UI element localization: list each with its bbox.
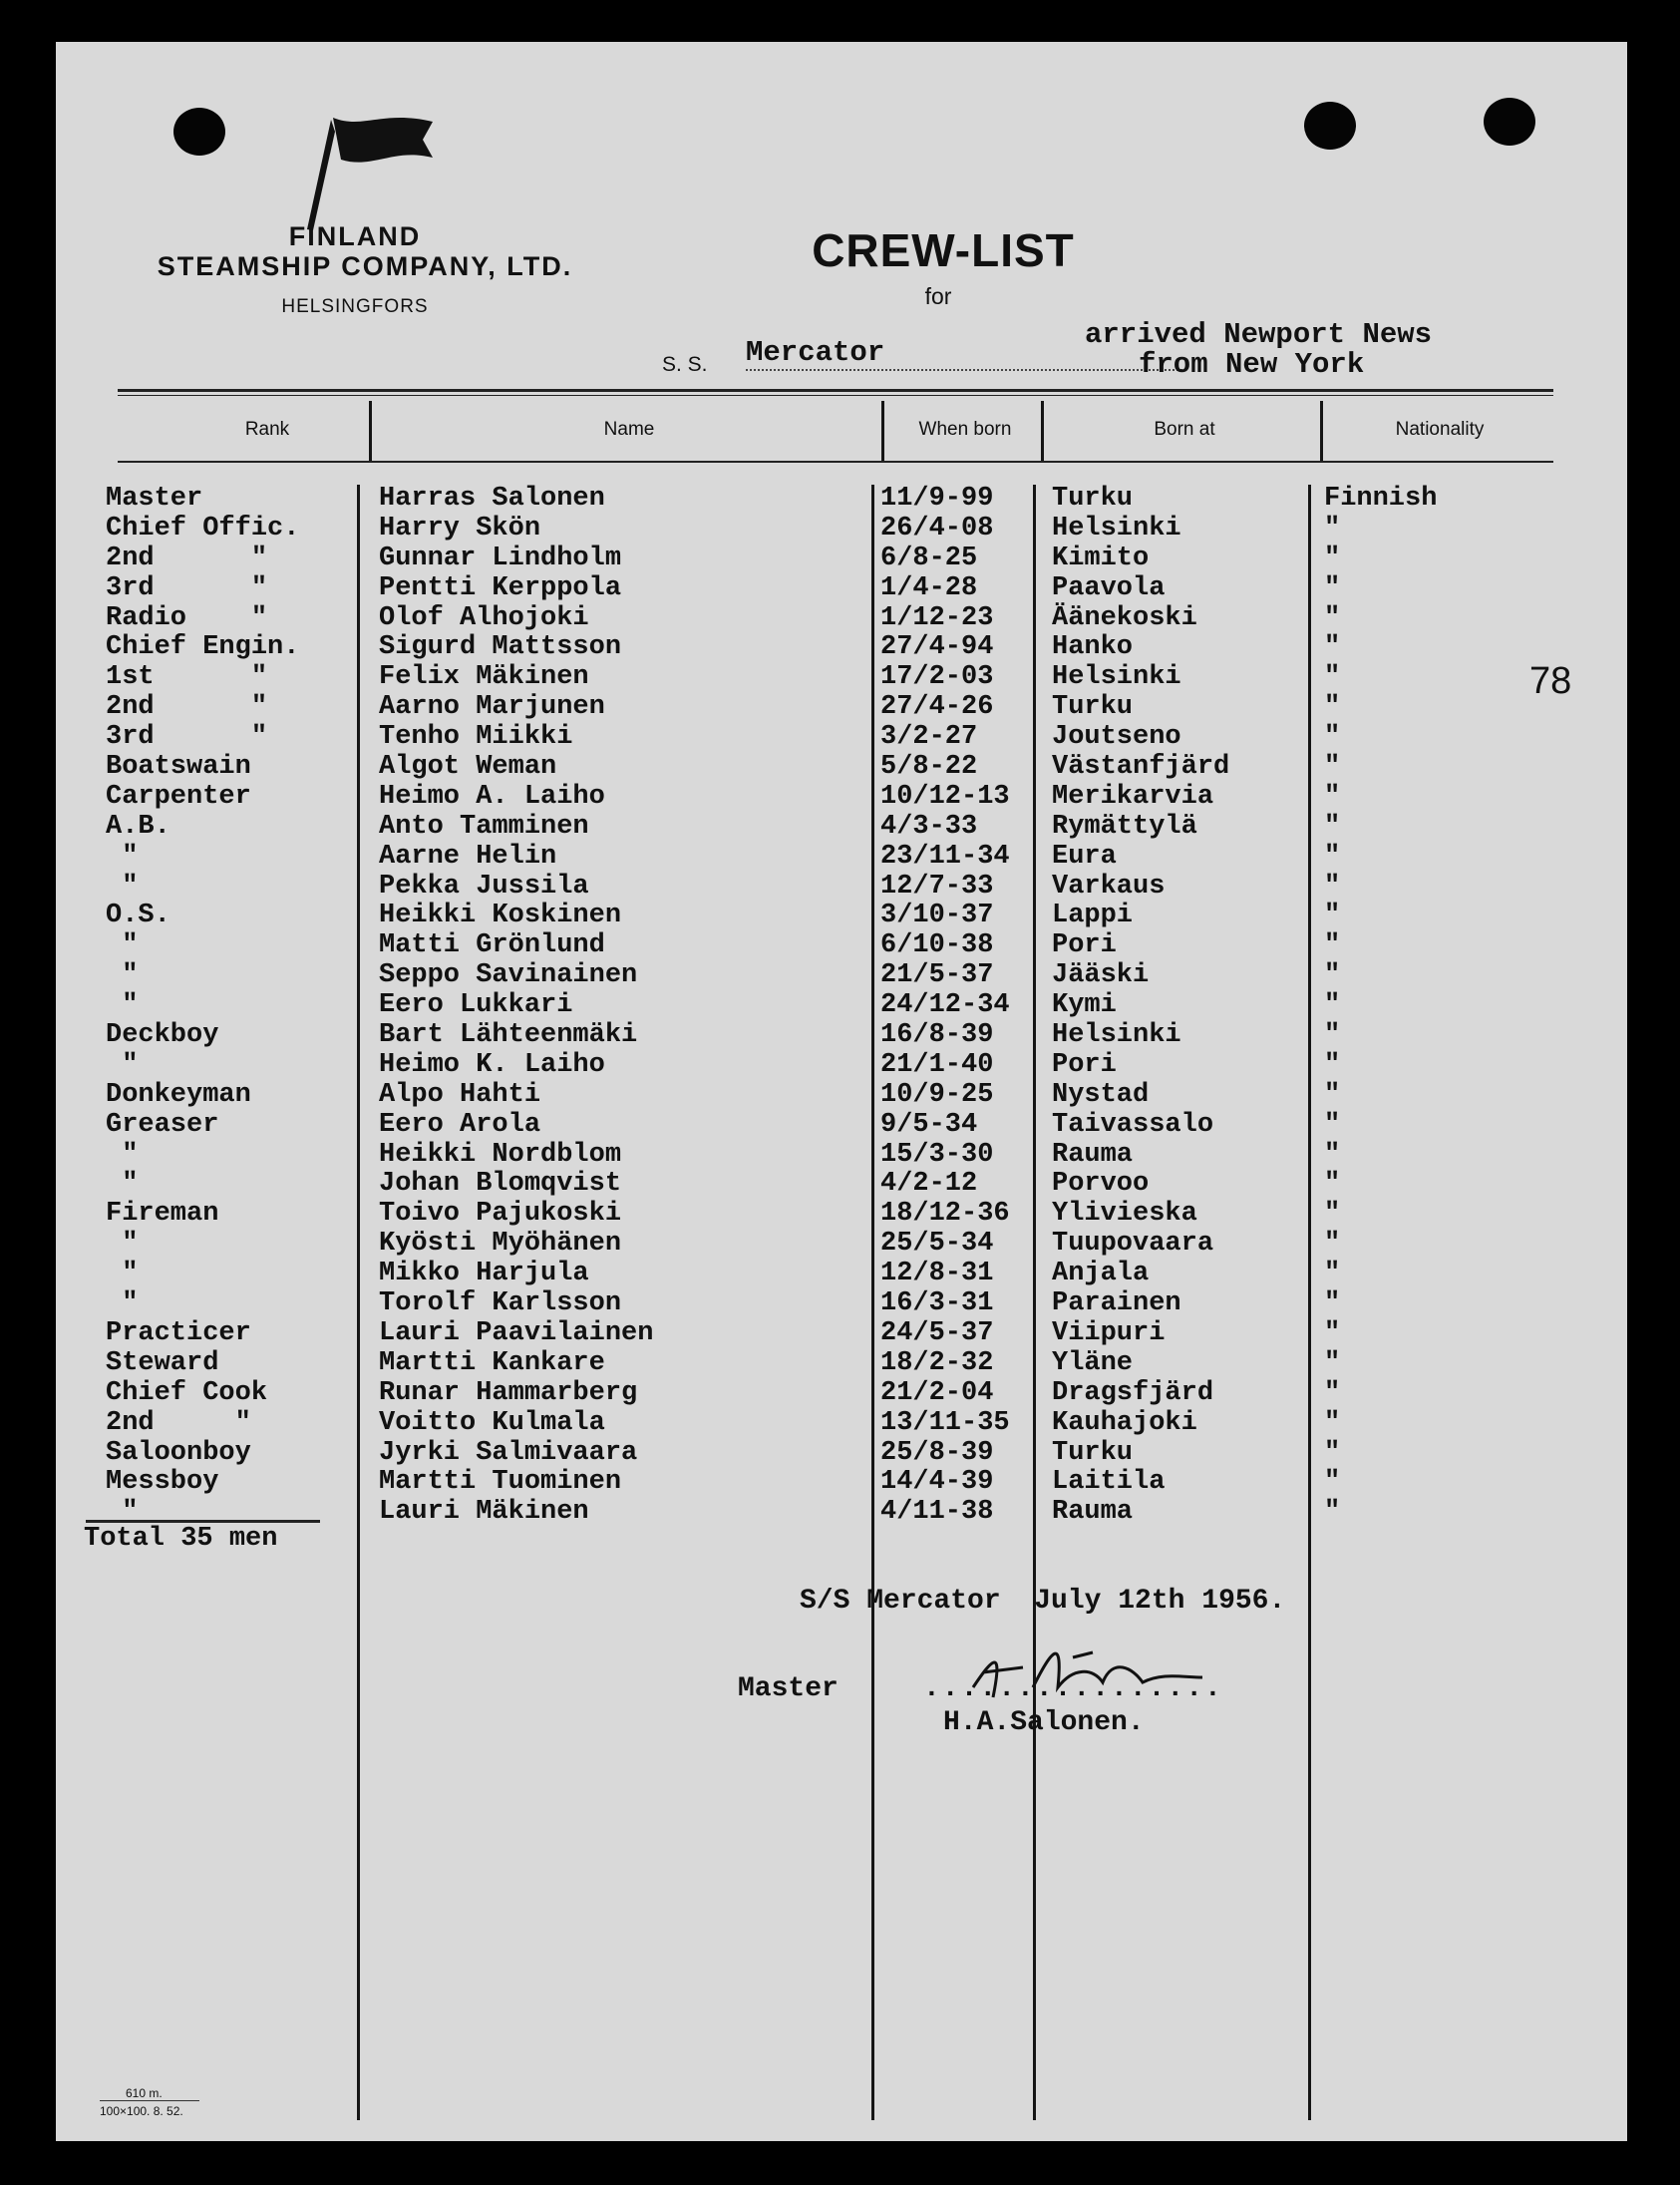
crew-birthplace: Kimito: [1052, 543, 1150, 573]
place-date: S/S Mercator July 12th 1956.: [800, 1586, 1286, 1617]
crew-nationality: ": [1324, 781, 1341, 812]
crew-birthplace: Turku: [1052, 484, 1134, 514]
crew-birth-date: 21/1-40: [880, 1049, 994, 1080]
header-divider: [369, 401, 372, 461]
crew-rank: ": [106, 990, 139, 1021]
crew-rank: ": [106, 960, 139, 991]
crew-birth-date: 25/5-34: [880, 1229, 994, 1260]
crew-row: [56, 723, 1627, 753]
crew-nationality: ": [1324, 722, 1341, 753]
crew-birthplace: Västanfjärd: [1052, 752, 1230, 783]
crew-birth-date: 1/12-23: [880, 602, 994, 633]
crew-birth-date: 16/8-39: [880, 1020, 994, 1051]
crew-rank: ": [106, 1288, 139, 1319]
punch-hole: [1304, 102, 1356, 150]
crew-rank: Boatswain: [106, 752, 251, 783]
crew-row: [56, 1051, 1627, 1081]
crew-nationality: ": [1324, 1497, 1341, 1528]
ship-name-dotted-line: [746, 369, 1182, 371]
crew-name: Eero Arola: [379, 1109, 541, 1140]
crew-row: [56, 1141, 1627, 1171]
crew-birth-date: 24/5-37: [880, 1317, 994, 1348]
crew-birth-date: 23/11-34: [880, 841, 1010, 872]
crew-row: [56, 991, 1627, 1021]
crew-birthplace: Yläne: [1052, 1347, 1134, 1378]
crew-rank: 3rd ": [106, 572, 268, 603]
crew-birthplace: Ylivieska: [1052, 1199, 1197, 1230]
crew-nationality: ": [1324, 752, 1341, 783]
crew-rank: ": [106, 930, 139, 961]
crew-name: Harras Salonen: [379, 484, 605, 514]
crew-birthplace: Eura: [1052, 841, 1117, 872]
header-divider: [1320, 401, 1323, 461]
crew-rank: 3rd ": [106, 722, 268, 753]
crew-name: Pentti Kerppola: [379, 572, 622, 603]
crew-name: Tenho Miikki: [379, 722, 573, 753]
voyage-arrived: arrived Newport News: [1085, 318, 1433, 351]
crew-row: [56, 1200, 1627, 1230]
crew-nationality: ": [1324, 1169, 1341, 1200]
crew-birthplace: Paavola: [1052, 572, 1166, 603]
crew-birth-date: 16/3-31: [880, 1288, 994, 1319]
crew-birthplace: Helsinki: [1052, 513, 1181, 544]
crew-name: Sigurd Mattsson: [379, 632, 622, 663]
crew-row: [56, 1319, 1627, 1349]
crew-nationality: ": [1324, 602, 1341, 633]
crew-birthplace: Rauma: [1052, 1497, 1134, 1528]
crew-total: Total 35 men: [84, 1524, 278, 1554]
crew-name: Voitto Kulmala: [379, 1407, 605, 1438]
crew-birthplace: Joutseno: [1052, 722, 1181, 753]
crew-rank: ": [106, 1259, 139, 1289]
crew-birthplace: Pori: [1052, 1049, 1117, 1080]
crew-birth-date: 1/4-28: [880, 572, 978, 603]
crew-nationality: ": [1324, 513, 1341, 544]
crew-name: Heikki Nordblom: [379, 1139, 622, 1170]
crew-row: [56, 663, 1627, 693]
crew-name: Toivo Pajukoski: [379, 1199, 622, 1230]
crew-row: [56, 813, 1627, 843]
crew-rank: A.B.: [106, 811, 170, 842]
company-name-line2: STEAMSHIP COMPANY, LTD.: [157, 251, 573, 281]
crew-nationality: ": [1324, 662, 1341, 693]
crew-rank: Chief Cook: [106, 1377, 268, 1408]
crew-name: Gunnar Lindholm: [379, 543, 622, 573]
crew-birthplace: Varkaus: [1052, 871, 1166, 902]
crew-nationality: ": [1324, 1049, 1341, 1080]
document-title: CREW-LIST: [812, 224, 1075, 276]
crew-name: Aarne Helin: [379, 841, 557, 872]
header-rank: Rank: [244, 419, 290, 440]
crew-row: [56, 1170, 1627, 1200]
header-divider: [1041, 401, 1044, 461]
header-top-rule-thin: [118, 395, 1553, 396]
crew-birthplace: Rauma: [1052, 1139, 1134, 1170]
crew-row: [56, 633, 1627, 663]
punch-hole: [173, 108, 225, 156]
crew-birthplace: Äänekoski: [1052, 602, 1197, 633]
crew-name: Heikki Koskinen: [379, 901, 622, 931]
crew-birthplace: Helsinki: [1052, 662, 1181, 693]
crew-row: [56, 783, 1627, 813]
crew-row: [56, 515, 1627, 545]
crew-rank: Master: [106, 484, 203, 514]
ship-name: Mercator: [746, 336, 885, 369]
crew-birthplace: Kauhajoki: [1052, 1407, 1197, 1438]
crew-rank: Carpenter: [106, 781, 251, 812]
crew-row: [56, 1111, 1627, 1141]
crew-row: [56, 545, 1627, 574]
crew-nationality: ": [1324, 1229, 1341, 1260]
header-bottom-rule: [118, 461, 1553, 463]
crew-birthplace: Parainen: [1052, 1288, 1181, 1319]
crew-name: Johan Blomqvist: [379, 1169, 622, 1200]
crew-name: Martti Kankare: [379, 1347, 605, 1378]
crew-birth-date: 4/3-33: [880, 811, 978, 842]
crew-birthplace: Kymi: [1052, 990, 1117, 1021]
crew-row: [56, 485, 1627, 515]
crew-name: Martti Tuominen: [379, 1467, 622, 1498]
crew-row: [56, 1468, 1627, 1498]
crew-birthplace: Taivassalo: [1052, 1109, 1214, 1140]
crew-name: Heimo A. Laiho: [379, 781, 605, 812]
crew-nationality: ": [1324, 871, 1341, 902]
crew-birth-date: 15/3-30: [880, 1139, 994, 1170]
crew-name: Seppo Savinainen: [379, 960, 638, 991]
crew-row: [56, 693, 1627, 723]
crew-rank: Greaser: [106, 1109, 219, 1140]
crew-nationality: ": [1324, 1259, 1341, 1289]
crew-name: Runar Hammarberg: [379, 1377, 638, 1408]
header-top-rule: [118, 389, 1553, 392]
crew-birth-date: 21/5-37: [880, 960, 994, 991]
crew-birth-date: 27/4-94: [880, 632, 994, 663]
crew-rank: Deckboy: [106, 1020, 219, 1051]
crew-birthplace: Turku: [1052, 1437, 1134, 1468]
crew-row: [56, 574, 1627, 604]
crew-table: [56, 485, 1627, 1528]
crew-name: Lauri Paavilainen: [379, 1317, 654, 1348]
crew-nationality: Finnish: [1324, 484, 1438, 514]
crew-nationality: ": [1324, 960, 1341, 991]
crew-row: [56, 1379, 1627, 1409]
crew-birth-date: 21/2-04: [880, 1377, 994, 1408]
crew-name: Torolf Karlsson: [379, 1288, 622, 1319]
crew-name: Felix Mäkinen: [379, 662, 589, 693]
crew-birthplace: Viipuri: [1052, 1317, 1166, 1348]
crew-birthplace: Rymättylä: [1052, 811, 1197, 842]
crew-birth-date: 4/2-12: [880, 1169, 978, 1200]
page-number: 78: [1529, 660, 1572, 702]
crew-birth-date: 3/2-27: [880, 722, 978, 753]
crew-nationality: ": [1324, 1199, 1341, 1230]
signature-dotted-line: ................: [923, 1673, 1223, 1704]
crew-nationality: ": [1324, 1437, 1341, 1468]
crew-birth-date: 4/11-38: [880, 1497, 994, 1528]
crew-nationality: ": [1324, 1347, 1341, 1378]
crew-name: Mikko Harjula: [379, 1259, 589, 1289]
crew-rank: ": [106, 871, 139, 902]
crew-name: Lauri Mäkinen: [379, 1497, 589, 1528]
crew-nationality: ": [1324, 811, 1341, 842]
form-code-line2: 100×100. 8. 52.: [100, 2104, 183, 2118]
crew-nationality: ": [1324, 901, 1341, 931]
crew-rank: Chief Offic.: [106, 513, 300, 544]
crew-birthplace: Helsinki: [1052, 1020, 1181, 1051]
crew-birth-date: 3/10-37: [880, 901, 994, 931]
crew-nationality: ": [1324, 1407, 1341, 1438]
crew-row: [56, 1081, 1627, 1111]
crew-birth-date: 6/8-25: [880, 543, 978, 573]
crew-name: Matti Grönlund: [379, 930, 605, 961]
crew-name: Eero Lukkari: [379, 990, 573, 1021]
crew-nationality: ": [1324, 1288, 1341, 1319]
crew-name: Jyrki Salmivaara: [379, 1437, 638, 1468]
crew-row: [56, 1021, 1627, 1051]
crew-nationality: ": [1324, 1377, 1341, 1408]
header-when-born: When born: [918, 419, 1012, 440]
ship-prefix: S. S.: [662, 353, 708, 376]
crew-row: [56, 753, 1627, 783]
header-nationality: Nationality: [1395, 419, 1485, 440]
crew-rank: O.S.: [106, 901, 170, 931]
crew-rank: ": [106, 1139, 139, 1170]
crew-birthplace: Laitila: [1052, 1467, 1166, 1498]
crew-name: Harry Skön: [379, 513, 541, 544]
punch-hole: [1484, 98, 1535, 146]
crew-birthplace: Hanko: [1052, 632, 1134, 663]
crew-row: [56, 1409, 1627, 1439]
voyage-from: from New York: [1139, 348, 1365, 381]
crew-nationality: ": [1324, 1467, 1341, 1498]
crew-birth-date: 18/12-36: [880, 1199, 1010, 1230]
crew-nationality: ": [1324, 543, 1341, 573]
crew-nationality: ": [1324, 1317, 1341, 1348]
crew-rank: 2nd ": [106, 1407, 251, 1438]
form-code-line1: 610 m.: [126, 2086, 163, 2100]
crew-birthplace: Anjala: [1052, 1259, 1150, 1289]
crew-birth-date: 12/8-31: [880, 1259, 994, 1289]
crew-nationality: ": [1324, 1079, 1341, 1110]
crew-row: [56, 1349, 1627, 1379]
crew-rank: ": [106, 1229, 139, 1260]
crew-rank: ": [106, 841, 139, 872]
header-born-at: Born at: [1154, 419, 1215, 440]
crew-birthplace: Jääski: [1052, 960, 1150, 991]
crew-birth-date: 9/5-34: [880, 1109, 978, 1140]
crew-birth-date: 6/10-38: [880, 930, 994, 961]
crew-name: Kyösti Myöhänen: [379, 1229, 622, 1260]
crew-birth-date: 27/4-26: [880, 692, 994, 723]
crew-rank: Fireman: [106, 1199, 219, 1230]
crew-birth-date: 14/4-39: [880, 1467, 994, 1498]
crew-nationality: ": [1324, 990, 1341, 1021]
crew-birth-date: 18/2-32: [880, 1347, 994, 1378]
crew-rank: ": [106, 1049, 139, 1080]
crew-birth-date: 24/12-34: [880, 990, 1010, 1021]
crew-name: Bart Lähteenmäki: [379, 1020, 638, 1051]
crew-birth-date: 10/9-25: [880, 1079, 994, 1110]
crew-birthplace: Lappi: [1052, 901, 1134, 931]
crew-name: Olof Alhojoki: [379, 602, 589, 633]
crew-name: Algot Weman: [379, 752, 557, 783]
crew-nationality: ": [1324, 632, 1341, 663]
crew-name: Anto Tamminen: [379, 811, 589, 842]
crew-birth-date: 17/2-03: [880, 662, 994, 693]
crew-birth-date: 13/11-35: [880, 1407, 1010, 1438]
crew-rank: 2nd ": [106, 692, 268, 723]
crew-birth-date: 11/9-99: [880, 484, 994, 514]
crew-nationality: ": [1324, 841, 1341, 872]
crew-nationality: ": [1324, 930, 1341, 961]
crew-nationality: ": [1324, 572, 1341, 603]
crew-rank: 1st ": [106, 662, 268, 693]
crew-nationality: ": [1324, 1020, 1341, 1051]
crew-name: Heimo K. Laiho: [379, 1049, 605, 1080]
crew-birthplace: Turku: [1052, 692, 1134, 723]
crew-rank: Messboy: [106, 1467, 219, 1498]
crew-birth-date: 25/8-39: [880, 1437, 994, 1468]
crew-birthplace: Pori: [1052, 930, 1117, 961]
crew-rank: Practicer: [106, 1317, 251, 1348]
crew-rank: ": [106, 1497, 139, 1528]
crew-row: [56, 1439, 1627, 1469]
company-name-line1: FINLAND: [288, 221, 422, 251]
crew-row: [56, 604, 1627, 634]
crew-rank: Radio ": [106, 602, 268, 633]
crew-birthplace: Dragsfjärd: [1052, 1377, 1214, 1408]
crew-birthplace: Tuupovaara: [1052, 1229, 1214, 1260]
master-name: H.A.Salonen.: [943, 1707, 1145, 1738]
crew-row: [56, 1230, 1627, 1260]
crew-nationality: ": [1324, 1109, 1341, 1140]
company-city: HELSINGFORS: [281, 296, 429, 317]
crew-row: [56, 961, 1627, 991]
total-rule: [86, 1520, 320, 1523]
crew-birthplace: Porvoo: [1052, 1169, 1150, 1200]
header-name: Name: [603, 419, 655, 440]
crew-name: Alpo Hahti: [379, 1079, 541, 1110]
crew-row: [56, 873, 1627, 903]
crew-row: [56, 843, 1627, 873]
crew-birth-date: 12/7-33: [880, 871, 994, 902]
crew-name: Aarno Marjunen: [379, 692, 605, 723]
crew-nationality: ": [1324, 1139, 1341, 1170]
crew-name: Pekka Jussila: [379, 871, 589, 902]
crew-rank: ": [106, 1169, 139, 1200]
crew-rank: Chief Engin.: [106, 632, 300, 663]
crew-birth-date: 10/12-13: [880, 781, 1010, 812]
for-label: for: [924, 283, 952, 309]
crew-birth-date: 5/8-22: [880, 752, 978, 783]
crew-row: [56, 1498, 1627, 1528]
crew-nationality: ": [1324, 692, 1341, 723]
crew-birth-date: 26/4-08: [880, 513, 994, 544]
crew-birthplace: Nystad: [1052, 1079, 1150, 1110]
crew-birthplace: Merikarvia: [1052, 781, 1214, 812]
form-code-rule: [100, 2100, 199, 2101]
crew-rank: Donkeyman: [106, 1079, 251, 1110]
header-divider: [881, 401, 884, 461]
document-page: [56, 42, 1627, 2141]
crew-rank: 2nd ": [106, 543, 268, 573]
master-label: Master: [738, 1673, 839, 1704]
crew-row: [56, 1260, 1627, 1289]
crew-row: [56, 1289, 1627, 1319]
crew-rank: Steward: [106, 1347, 219, 1378]
crew-rank: Saloonboy: [106, 1437, 251, 1468]
crew-row: [56, 902, 1627, 931]
crew-row: [56, 931, 1627, 961]
